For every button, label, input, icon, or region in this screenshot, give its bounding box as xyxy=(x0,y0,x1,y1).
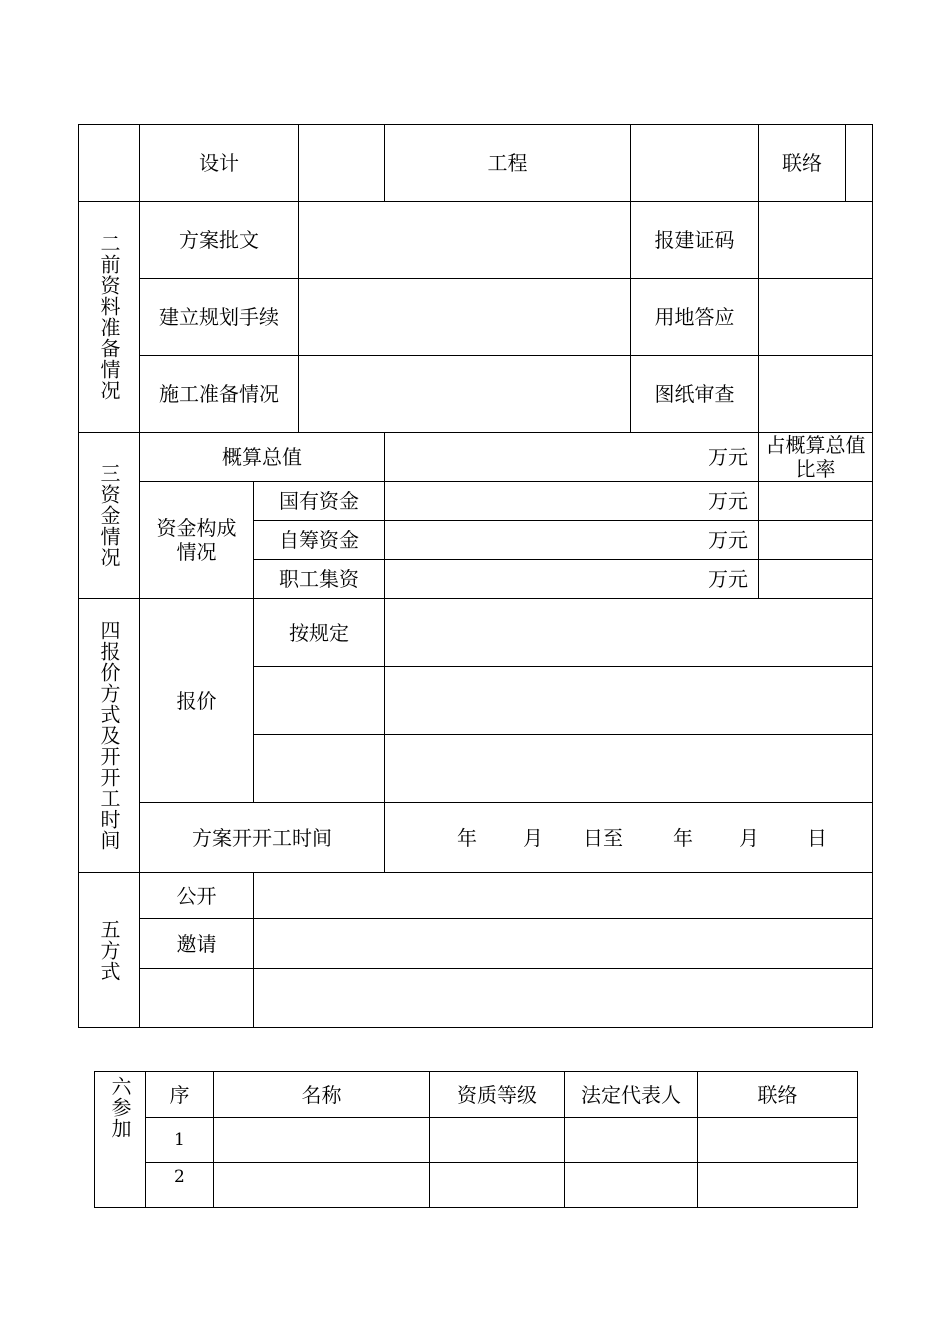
quote-option-2-value[interactable] xyxy=(385,667,873,735)
staff-funds-label: 职工集资 xyxy=(254,560,385,599)
invite-label: 邀请 xyxy=(140,919,254,969)
ratio-label: 占概算总值比率 xyxy=(759,433,873,482)
header-name: 名称 xyxy=(214,1072,430,1118)
row-contact[interactable] xyxy=(698,1118,858,1163)
permit-code-value[interactable] xyxy=(759,202,873,279)
self-funds-label: 自筹资金 xyxy=(254,521,385,560)
quote-label: 报价 xyxy=(140,599,254,803)
quote-option-3-value[interactable] xyxy=(385,735,873,803)
row-rep[interactable] xyxy=(565,1163,698,1208)
planning-procedure-label: 建立规划手续 xyxy=(140,279,299,356)
header-seq: 序 xyxy=(146,1072,214,1118)
quote-option-2-label[interactable] xyxy=(254,667,385,735)
invite-value[interactable] xyxy=(254,919,873,969)
row-grade[interactable] xyxy=(430,1118,565,1163)
end-month: 月 xyxy=(739,825,759,850)
staff-funds-unit[interactable]: 万元 xyxy=(385,560,759,599)
section5-title: 五方式 xyxy=(79,873,140,1028)
header-contact: 联络 xyxy=(698,1072,858,1118)
start-year: 年 xyxy=(457,825,477,850)
end-day: 日 xyxy=(807,825,827,850)
staff-funds-ratio[interactable] xyxy=(759,560,873,599)
section4-title: 四报价方式及开开工时间 xyxy=(79,599,140,873)
design-value-cell[interactable] xyxy=(299,125,385,202)
end-year: 年 xyxy=(673,825,693,850)
top-blank-cell xyxy=(79,125,140,202)
quote-option-3-label[interactable] xyxy=(254,735,385,803)
plan-approval-label: 方案批文 xyxy=(140,202,299,279)
drawing-review-value[interactable] xyxy=(759,356,873,433)
drawing-review-label: 图纸审查 xyxy=(631,356,759,433)
start-month: 月 xyxy=(523,825,543,850)
project-info-table xyxy=(78,124,873,1028)
by-rule-label: 按规定 xyxy=(254,599,385,667)
construction-prep-value[interactable] xyxy=(299,356,631,433)
estimate-total-label: 概算总值 xyxy=(140,433,385,482)
permit-code-label: 报建证码 xyxy=(631,202,759,279)
design-label: 设计 xyxy=(140,125,299,202)
header-rep: 法定代表人 xyxy=(565,1072,698,1118)
section6-title: 六参加 xyxy=(95,1072,146,1208)
row-rep[interactable] xyxy=(565,1118,698,1163)
plan-approval-value[interactable] xyxy=(299,202,631,279)
project-label: 工程 xyxy=(385,125,631,202)
participants-table xyxy=(94,1071,858,1208)
project-value-cell[interactable] xyxy=(631,125,759,202)
land-approval-label: 用地答应 xyxy=(631,279,759,356)
construction-prep-label: 施工准备情况 xyxy=(140,356,299,433)
start-day-to: 日至 xyxy=(583,825,623,850)
schedule-label: 方案开开工时间 xyxy=(140,803,385,873)
state-funds-unit[interactable]: 万元 xyxy=(385,482,759,521)
section2-title: 二前资料准备情况 xyxy=(79,202,140,433)
by-rule-value[interactable] xyxy=(385,599,873,667)
composition-label: 资金构成情况 xyxy=(140,482,254,599)
row-contact[interactable] xyxy=(698,1163,858,1208)
method-blank-label[interactable] xyxy=(140,969,254,1028)
schedule-dates[interactable] xyxy=(385,803,873,873)
open-value[interactable] xyxy=(254,873,873,919)
self-funds-ratio[interactable] xyxy=(759,521,873,560)
table-row xyxy=(95,1118,858,1163)
row-grade[interactable] xyxy=(430,1163,565,1208)
land-approval-value[interactable] xyxy=(759,279,873,356)
state-funds-ratio[interactable] xyxy=(759,482,873,521)
row-seq: 2 xyxy=(146,1163,214,1208)
row-seq: 1 xyxy=(146,1118,214,1163)
row-name[interactable] xyxy=(214,1118,430,1163)
estimate-total-unit[interactable]: 万元 xyxy=(385,433,759,482)
open-label: 公开 xyxy=(140,873,254,919)
planning-procedure-value[interactable] xyxy=(299,279,631,356)
header-grade: 资质等级 xyxy=(430,1072,565,1118)
table-row xyxy=(95,1163,858,1208)
state-funds-label: 国有资金 xyxy=(254,482,385,521)
section3-title: 三资金情况 xyxy=(79,433,140,599)
row-name[interactable] xyxy=(214,1163,430,1208)
contact-value-cell[interactable] xyxy=(846,125,873,202)
contact-label: 联络 xyxy=(759,125,846,202)
method-blank-value[interactable] xyxy=(254,969,873,1028)
self-funds-unit[interactable]: 万元 xyxy=(385,521,759,560)
